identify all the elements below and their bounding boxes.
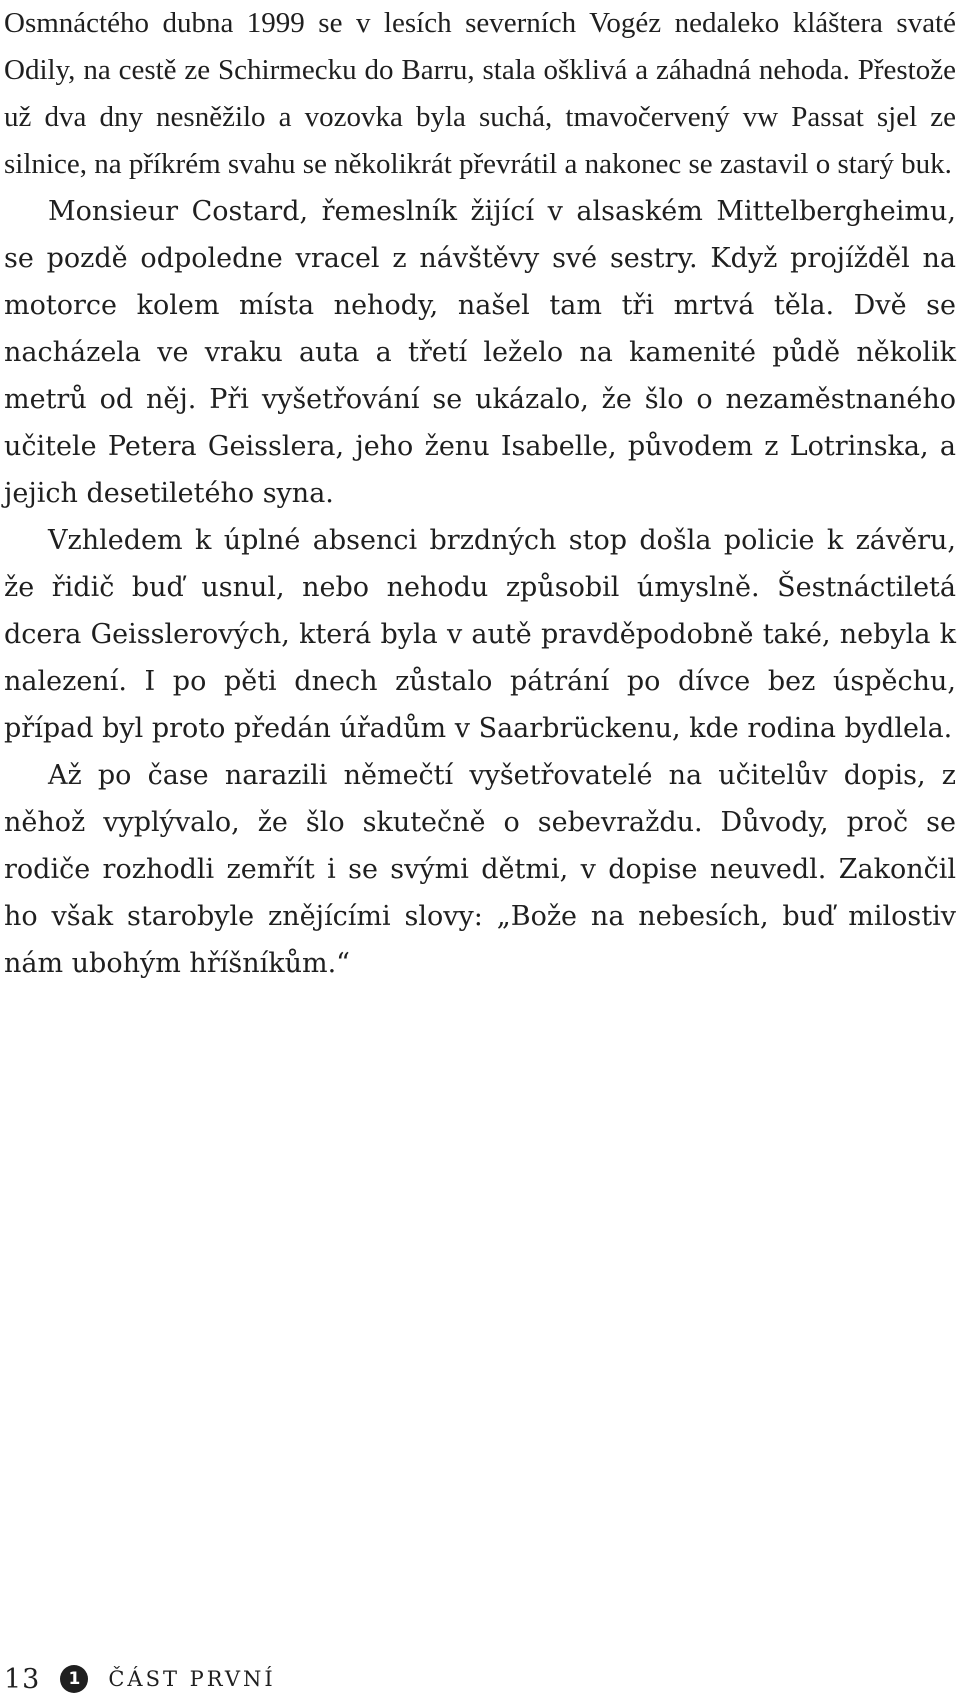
body-text	[4, 0, 956, 987]
paragraph-letter: Až po čase narazili němečtí vyšetřovatelé na učitelův dopis, z něhož vyplývalo, že šlo skutečně o sebevraždu. Důvody, proč se rodiče rozhodli zemřít i se svými dětmi, v dopise neuvedl. Zakončil ho však starobyle znějícími slovy: „Bože na nebesích, buď milostiv nám ubohým hříšníkům.“	[4, 760, 956, 979]
section-title: ČÁST PRVNÍ	[108, 1667, 276, 1691]
chapter-number-badge: 1	[60, 1665, 88, 1693]
paragraph-investigation: Vzhledem k úplné absenci brzdných stop došla policie k závěru, že řidič buď usnul, nebo nehodu způsobil úmyslně. Šestnáctiletá dcera Geisslerových, která byla v autě pravděpodobně také, nebyla k nalezení. I po pěti dnech zůstalo pátrání po dívce bez úspěchu, případ byl proto předán úřadům v Saarbrückenu, kde rodina bydlela.	[4, 525, 956, 744]
paragraph-accident: Osmnáctého dubna 1999 se v lesích severních Vogéz nedaleko kláštera svaté Odily, na cestě ze Schirmecku do Barru, stala ošklivá a záhadná nehoda. Přestože už dva dny nesněžilo a vozovka byla suchá, tmavočervený vw Passat sjel ze silnice, na příkrém svahu se několikrát převrátil a nakonec se zastavil o starý buk.	[4, 7, 956, 180]
page-footer	[4, 1664, 276, 1694]
paragraph-discovery: Monsieur Costard, řemeslník žijící v alsaském Mittelbergheimu, se pozdě odpoledne vracel z návštěvy své sestry. Když projížděl na motorce kolem místa nehody, našel tam tři mrtvá těla. Dvě se nacházela ve vraku auta a třetí leželo na kamenité půdě několik metrů od něj. Při vyšetřování se ukázalo, že šlo o nezaměstnaného učitele Petera Geisslera, jeho ženu Isabelle, původem z Lotrinska, a jejich desetiletého syna.	[4, 196, 956, 509]
page-number: 13	[4, 1663, 41, 1695]
